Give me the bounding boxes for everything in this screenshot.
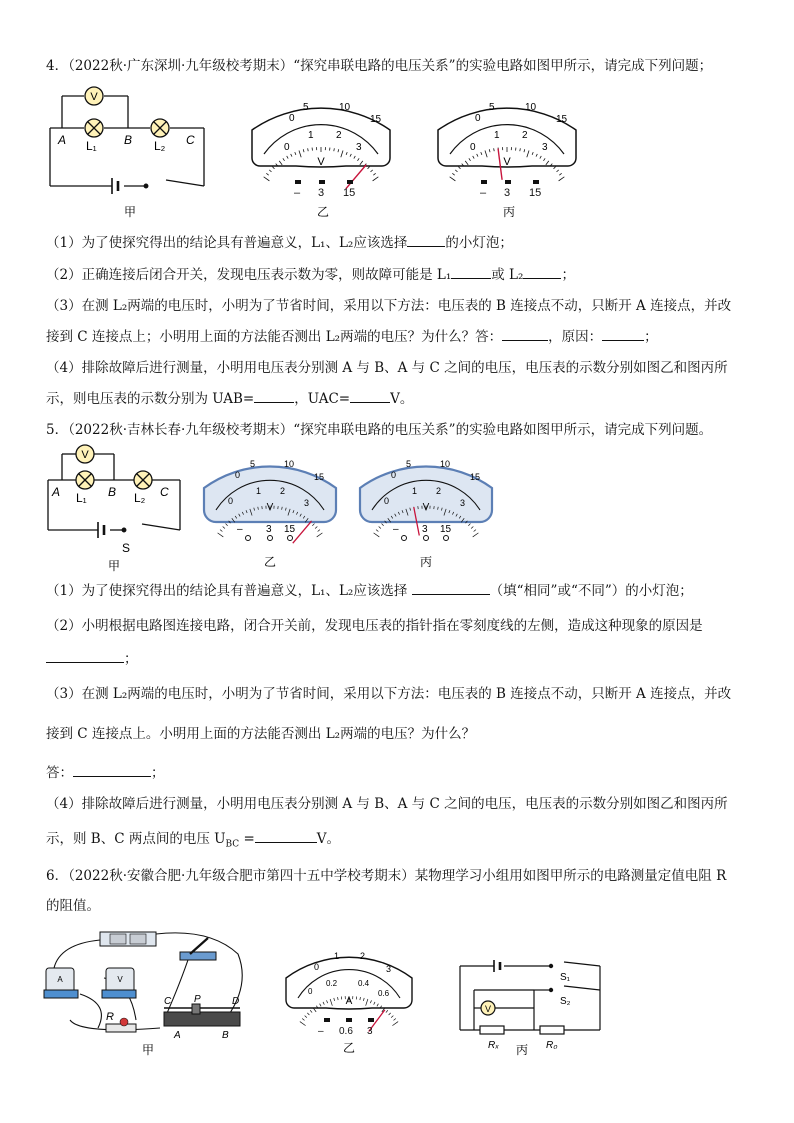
scale-tick — [458, 167, 460, 169]
q4-circuit-diagram — [44, 84, 214, 224]
scale-tick — [392, 1022, 398, 1026]
scale-tick — [220, 530, 222, 532]
meter-unit-label: V — [503, 156, 511, 168]
q4-part2: （2）正确连接后闭合开关，发现电压表示数为零，则故障可能是 L₁ 或 L₂ ； — [46, 264, 754, 285]
terminal-minus: – — [294, 187, 301, 199]
scale-tick — [391, 1016, 393, 1018]
q4-blank-3b[interactable] — [602, 326, 644, 341]
scale-tick — [308, 148, 309, 151]
meter-unit-label: V — [422, 502, 430, 513]
terminal-3: 3 — [504, 187, 511, 199]
meter-unit-label: V — [317, 156, 325, 168]
q4-caption-jia: 甲 — [123, 205, 137, 219]
scale-top-0: 0 — [235, 470, 241, 480]
q4-part3-line2: 接到 C 连接点上；小明用上面的方法能否测出 L₂两端的电压？为什么？答： ，原因： ； — [46, 326, 754, 347]
scale-tick — [559, 173, 561, 175]
q4-blank-4b[interactable] — [350, 388, 390, 403]
terminal-minus: – — [237, 524, 243, 535]
scale-tick — [305, 1016, 307, 1018]
scale-tick — [376, 530, 378, 532]
scale-bottom-3: 3 — [460, 498, 466, 508]
ammeter-label: A — [57, 975, 63, 984]
scale-bottom-2: 2 — [522, 130, 528, 141]
rheostat — [164, 1004, 240, 1026]
q5-blank-2[interactable] — [46, 648, 124, 663]
q5-caption-bing: 丙 — [419, 555, 433, 569]
resistor-rx-label: Rₓ — [488, 1040, 500, 1051]
scale-top-15: 15 — [370, 114, 382, 125]
rheostat-p: P — [194, 994, 201, 1005]
scale-top-0: 0 — [289, 113, 295, 124]
meter-needle — [293, 521, 312, 543]
scale-tick — [471, 526, 473, 528]
scale-top-10: 10 — [284, 459, 295, 469]
q5-point-a: A — [52, 485, 61, 499]
q4-blank-2a[interactable] — [451, 264, 491, 279]
q4-meter-bing — [432, 88, 582, 224]
terminal-minus: – — [480, 187, 487, 199]
scale-top-0: 0 — [475, 113, 481, 124]
q4-point-b: B — [124, 133, 133, 147]
terminal-3: 3 — [318, 187, 325, 199]
q5-point-c: C — [160, 485, 169, 499]
q6-ammeter-yi — [282, 942, 416, 1060]
q5-blank-1[interactable] — [412, 580, 490, 595]
scale-tick — [474, 530, 476, 532]
scale-tick — [386, 1010, 388, 1012]
scale-tick — [317, 533, 323, 537]
scale-tick — [223, 526, 225, 528]
scale-bottom-2: 2 — [436, 486, 442, 496]
q5-caption-yi: 乙 — [263, 555, 277, 569]
q6-caption-bing: 丙 — [515, 1043, 529, 1057]
q6-heading-line1: 6．（2022秋·安徽合肥·九年级合肥市第四十五中学校考期末）某物理学习小组用如图甲所示的电路测量定值电阻 R — [46, 868, 727, 884]
q6-circuit-diagram — [450, 950, 610, 1060]
scale-bottom-0: 0 — [470, 142, 476, 153]
q6-heading-line2: 的阻值。 — [46, 898, 100, 914]
scale-bottom-0: 0 — [228, 496, 234, 506]
q6-caption-yi: 乙 — [342, 1041, 356, 1055]
scale-tick — [455, 170, 457, 172]
scale-tick — [272, 167, 274, 169]
q5-blank-3[interactable] — [73, 762, 151, 777]
scale-tick — [371, 170, 373, 172]
scale-tick — [315, 526, 317, 528]
q4-heading: 4．（2022秋·广东深圳·九年级校考期末）“探究串联电路的电压关系”的实验电路如图甲所示，请完成下列问题； — [46, 58, 713, 74]
scale-bottom-0: 0 — [384, 496, 390, 506]
scale-tick — [473, 533, 479, 537]
meter-needle — [346, 165, 366, 189]
scale-bottom-0.2: 0.2 — [326, 979, 338, 988]
q5-heading: 5．（2022秋·吉林长春·九年级校考期末）“探究串联电路的电压关系”的实验电路如图甲所示，请完成下列问题。 — [46, 422, 713, 438]
resistor-r0-label: R₀ — [546, 1040, 558, 1051]
scale-tick — [389, 1013, 391, 1015]
rheostat-d: D — [232, 996, 240, 1007]
scale-top-5: 5 — [250, 459, 256, 469]
q5-part3-answer: 答： ； — [46, 762, 754, 783]
voltmeter-label: V — [117, 975, 123, 984]
q5-circuit-diagram — [44, 442, 194, 574]
scale-top-15: 15 — [470, 472, 481, 482]
q4-voltmeter-label: V — [90, 91, 98, 103]
q6-caption-jia: 甲 — [141, 1043, 155, 1057]
scale-bottom-2: 2 — [280, 486, 286, 496]
scale-top-15: 15 — [314, 472, 325, 482]
terminal-minus: – — [318, 1026, 324, 1037]
scale-tick — [379, 526, 381, 528]
scale-bottom-0.4: 0.4 — [358, 979, 370, 988]
q4-lamp2-label: L₂ — [154, 139, 166, 153]
scale-top-10: 10 — [525, 102, 537, 113]
scale-top-2: 2 — [360, 951, 366, 961]
q4-part3-line1: （3）在测 L₂两端的电压时，小明为了节省时间，采用以下方法：电压表的 B 连接点不动，只断开 A 连接点，并改 — [46, 298, 732, 314]
q5-part3-line1: （3）在测 L₂两端的电压时，小明为了节省时间，采用以下方法：电压表的 B 连接点不动，只断开 A 连接点，并改 — [46, 686, 732, 702]
switch-s1-label: S₁ — [560, 972, 571, 983]
q5-lamp1-label: L₁ — [76, 491, 87, 505]
scale-bottom-2: 2 — [336, 130, 342, 141]
scale-top-0: 0 — [391, 470, 397, 480]
scale-top-5: 5 — [489, 102, 495, 113]
scale-tick — [264, 177, 270, 181]
scale-tick — [318, 530, 320, 532]
q5-caption-jia: 甲 — [107, 559, 121, 573]
q4-part1: （1）为了使探究得出的结论具有普遍意义，L₁、L₂应该选择 的小灯泡； — [46, 232, 754, 253]
scale-tick — [373, 173, 375, 175]
scale-top-5: 5 — [303, 102, 309, 113]
scale-tick — [554, 167, 556, 169]
terminal-0.6: 0.6 — [339, 1026, 353, 1037]
scale-tick — [368, 167, 370, 169]
q5-part4-line2: 示，则 B、C 两点间的电压 $U_{BC} = V$。 — [46, 828, 754, 855]
battery-box — [100, 932, 156, 946]
q4-point-a: A — [58, 133, 67, 147]
rheostat-a: A — [174, 1030, 181, 1041]
q4-blank-2b[interactable] — [523, 264, 561, 279]
terminal-minus: – — [393, 524, 399, 535]
switch-s2-label: S₂ — [560, 996, 571, 1007]
scale-tick — [307, 1013, 309, 1015]
scale-bottom-1: 1 — [308, 130, 314, 141]
terminal-3: 3 — [367, 1026, 373, 1037]
terminal-3: 3 — [266, 524, 272, 535]
scale-tick — [334, 148, 335, 151]
terminal-3: 3 — [422, 524, 428, 535]
scale-bottom-0: 0 — [308, 987, 313, 996]
scale-top-5: 5 — [406, 459, 412, 469]
q5-part2-line2: ； — [46, 648, 754, 669]
scale-tick — [394, 1019, 396, 1021]
terminal-15: 15 — [284, 524, 296, 535]
scale-tick — [310, 1010, 312, 1012]
scale-bottom-0: 0 — [284, 142, 290, 153]
q4-part4-line2: 示，则电压表的示数分别为 UAB= ，UAC= V。 — [46, 388, 754, 409]
q5-part1: （1）为了使探究得出的结论具有普遍意义，L₁、L₂应该选择 （填“相同”或“不同”）的小灯泡； — [46, 580, 754, 601]
scale-tick — [300, 1022, 306, 1026]
q5-lamp2-label: L₂ — [134, 491, 146, 505]
scale-tick — [450, 177, 456, 181]
q4-point-c: C — [186, 133, 195, 147]
q5-part4-line1: （4）排除故障后进行测量，小明用电压表分别测 A 与 B、A 与 C 之间的电压，电压表的示数分别如图乙和图丙所 — [46, 796, 728, 812]
scale-bottom-3: 3 — [356, 142, 362, 153]
scale-tick — [266, 173, 268, 175]
rheostat-b: B — [222, 1030, 229, 1041]
scale-tick — [373, 177, 379, 181]
q5-meter-yi — [200, 448, 340, 574]
scale-top-1: 1 — [334, 951, 340, 961]
scale-tick — [226, 524, 228, 526]
q4-meter-yi — [246, 88, 396, 224]
scale-bottom-3: 3 — [304, 498, 310, 508]
scale-tick — [312, 524, 314, 526]
meter-unit-label: A — [345, 996, 353, 1007]
q5-switch-label: S — [122, 541, 131, 555]
q4-blank-4a[interactable] — [254, 388, 294, 403]
meter-unit-label: V — [266, 502, 274, 513]
scale-tick — [520, 148, 521, 151]
scale-bottom-1: 1 — [494, 130, 500, 141]
q4-blank-3a[interactable] — [502, 326, 548, 341]
scale-tick — [374, 533, 380, 537]
q4-blank-1[interactable] — [407, 232, 445, 247]
q4-caption-yi: 乙 — [316, 205, 330, 219]
terminal-15: 15 — [529, 187, 542, 199]
q5-point-b: B — [108, 485, 117, 499]
q6-circuit-voltmeter: V — [484, 1004, 492, 1014]
scale-tick — [269, 170, 271, 172]
scale-tick — [494, 148, 495, 151]
terminal-15: 15 — [343, 187, 356, 199]
scale-tick — [218, 533, 224, 537]
scale-tick — [559, 177, 565, 181]
scale-bottom-1: 1 — [256, 486, 262, 496]
rheostat-c: C — [164, 996, 172, 1007]
q5-voltmeter-label: V — [81, 449, 89, 461]
scale-tick — [452, 173, 454, 175]
q5-part3-line2: 接到 C 连接点上。小明用上面的方法能否测出 L₂两端的电压？为什么？ — [46, 726, 476, 742]
scale-top-10: 10 — [440, 459, 451, 469]
scale-bottom-1: 1 — [412, 486, 418, 496]
scale-tick — [557, 170, 559, 172]
scale-tick — [468, 524, 470, 526]
scale-top-3: 3 — [386, 964, 392, 974]
q5-part2-line1: （2）小明根据电路图连接电路，闭合开关前，发现电压表的指针指在零刻度线的左侧，造成这种现象的原因是 — [46, 618, 703, 634]
q4-lamp1-label: L₁ — [86, 139, 97, 153]
q4-part4-line1: （4）排除故障后进行测量，小明用电压表分别测 A 与 B、A 与 C 之间的电压，电压表的示数分别如图乙和图丙所 — [46, 360, 728, 376]
resistor-label: R — [106, 1011, 114, 1023]
q6-apparatus-figure — [40, 924, 250, 1060]
scale-bottom-0.6: 0.6 — [378, 989, 390, 998]
scale-top-15: 15 — [556, 114, 568, 125]
q4-caption-bing: 丙 — [502, 205, 516, 219]
terminal-15: 15 — [440, 524, 452, 535]
q5-blank-4[interactable] — [255, 828, 317, 843]
scale-bottom-3: 3 — [542, 142, 548, 153]
knife-switch — [180, 938, 216, 960]
scale-tick — [302, 1019, 304, 1021]
scale-tick — [382, 524, 384, 526]
scale-top-10: 10 — [339, 102, 351, 113]
q5-meter-bing — [356, 448, 496, 574]
scale-top-0: 0 — [314, 962, 320, 972]
